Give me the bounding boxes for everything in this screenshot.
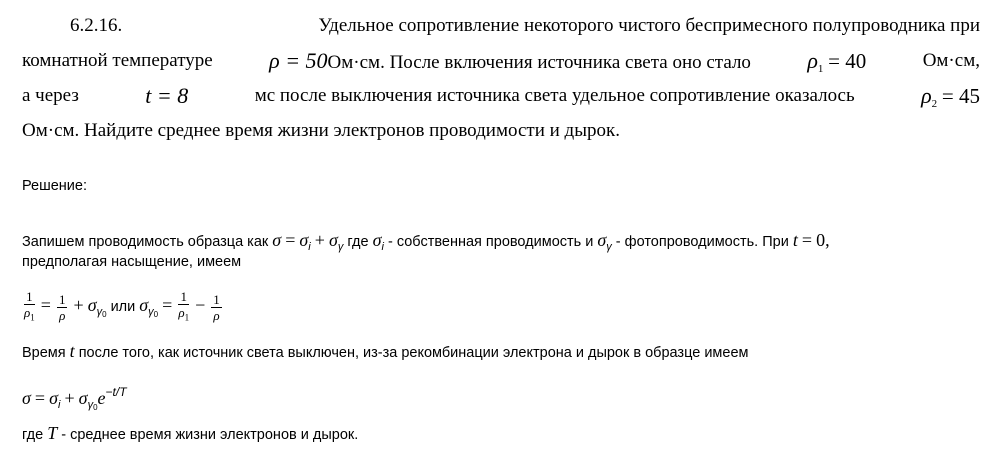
or-word: или (110, 299, 136, 316)
problem-text-3b: мс после выключения источника света удельное сопротивление оказалось (254, 85, 855, 106)
solution-paragraph-3: где T - среднее время жизни электронов и дырок. (22, 423, 359, 443)
problem-line-1 (22, 8, 980, 43)
solution-paragraph-2: Время t после того, как источник света выключен, из-за рекомбинации электрона и дырок в образце имеем (22, 341, 749, 361)
problem-line-3 (22, 78, 980, 113)
problem-statement (22, 8, 980, 148)
problem-line-2 (22, 43, 980, 78)
problem-text-4: Ом·см. Найдите среднее время жизни электронов проводимости и дырок. (22, 120, 620, 141)
problem-line-4 (22, 113, 980, 148)
solution-paragraph-1-cont: предполагая насыщение, имеем (22, 254, 242, 270)
t-value: t = 8 (145, 83, 189, 108)
problem-text-3a: а через (22, 85, 79, 106)
rho1-value: $\rho_1 = 40$ (807, 48, 867, 75)
formula-2: $\sigma = \sigma_i + \sigma_{\gamma 0}e^{-t/T}$ (22, 385, 127, 412)
solution-heading: Решение: (22, 178, 87, 194)
solution-paragraph-1: Запишем проводимость образца как $\sigma = \sigma_i + \sigma_\gamma$ где $\sigma_i$ - собственная проводимость и $\sigma_\gamma$ - фотопроводимость. При t = 0, (22, 230, 830, 253)
formula-1: $\frac{1}{\rho_1}$ = $\frac{1}{\rho}$ + $\sigma_{\gamma 0}$ или $\sigma_{\gamma 0}$ = $\frac{1}{\rho_1}$ − $\frac{1}{\rho}$ (24, 289, 220, 323)
problem-text-2a: комнатной температуре (22, 50, 213, 71)
rho-value: ρ = 50Ом·см. После включения источника света оно стало (269, 48, 751, 73)
rho2-value: $\rho_2 = 45$ (921, 83, 980, 110)
problem-number: 6.2.16. (70, 15, 123, 36)
problem-text-2c: Ом·см, (922, 50, 980, 71)
problem-text-1: Удельное сопротивление некоторого чистого беспримесного полупроводника при (318, 15, 980, 36)
